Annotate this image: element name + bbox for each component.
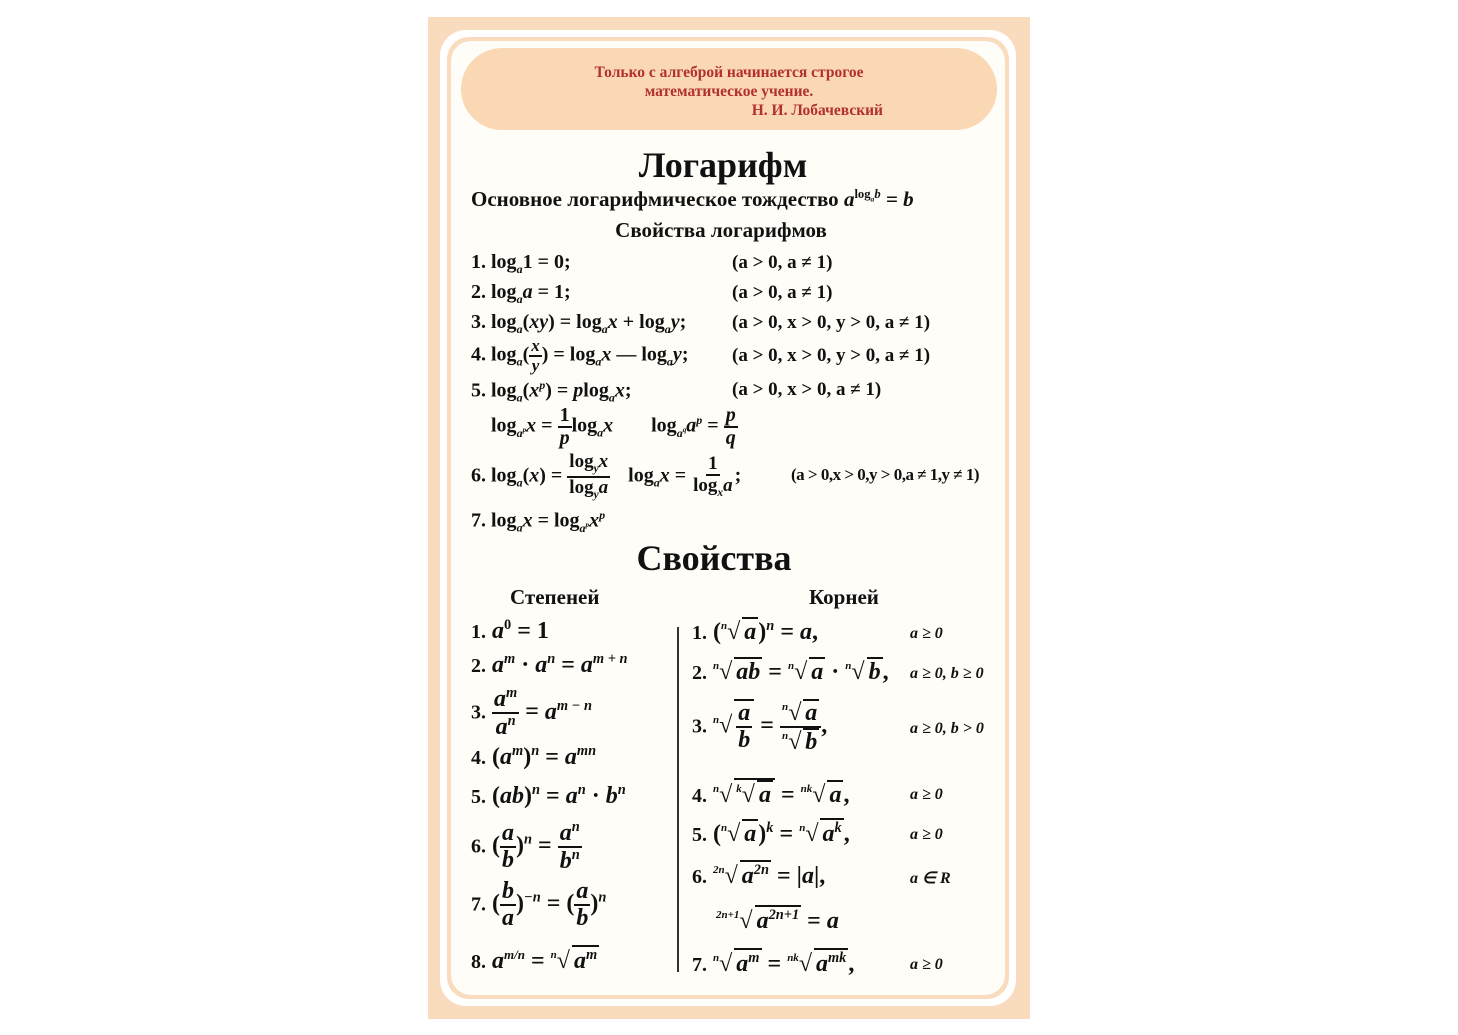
log-item-2-cond: (a > 0, a ≠ 1) <box>732 282 833 303</box>
root-item-6-cond: a ∈ R <box>910 870 951 887</box>
root-item-5-cond: a ≥ 0 <box>910 826 943 843</box>
log-item-5: 5. $\log_a(x^p) = plog_ax$; <box>471 378 632 405</box>
log-item-1: 1. $\log_a1 = 0$; <box>471 251 571 276</box>
root-item-6-extra: $^{2n+1}$√ $a^{2n+1} = a$ <box>716 907 839 934</box>
power-item-1: 1. $a^0 = 1$ <box>471 617 549 644</box>
log-item-4-cond: (a > 0, x > 0, y > 0, a ≠ 1) <box>732 345 931 366</box>
log-props-title: Свойства логарифмов <box>615 218 827 242</box>
root-item-1-cond: a ≥ 0 <box>910 625 943 642</box>
log-item-3: 3. $\log_a(xy) = \log_ax + \log_ay$; <box>471 311 687 336</box>
page-title: Логарифм <box>638 145 808 185</box>
power-item-2: 2. $a^m \cdot a^n = a^{m + n}$ <box>471 651 628 678</box>
root-item-3: 3. $^n$√ $\frac{a}{b}$ = $\frac{^n√ a}{^n√ b}$ , <box>692 700 828 756</box>
log-item-2: 2. $\log_aa = 1$; <box>471 281 571 306</box>
identity-label: Основное логарифмическое тождество <box>471 187 839 211</box>
power-item-3: 3. $\frac{a^m}{a^n}$ = $a^{m - n}$ <box>471 685 593 741</box>
root-item-2: 2. $^n$√ ab = $^n$√ a · $^n$√ b, <box>692 659 889 685</box>
power-item-7: 7. ( $\frac{b}{a}$ )$^{-n}$ = ( $\frac{a}{b}$ )$^n$ <box>471 878 607 932</box>
root-item-1: 1. ($^n$√ a)$^n$ = a, <box>692 618 818 645</box>
root-item-4: 4. $^n$√ $^k$√ a = $^{nk}$√ a, <box>692 778 849 809</box>
log-item-1-cond: (a > 0, a ≠ 1) <box>732 252 833 273</box>
quote-banner <box>461 48 997 130</box>
log-item-7: 7. $\log_ax = \log_{a^p}x^p$ <box>471 508 606 535</box>
identity-formula: $a^{log_ab} = b$ <box>843 187 914 211</box>
log-item-4: 4. $\log_a$( $\frac{x}{y}$ ) = $\log_ax$ — $\log_ay$; <box>471 336 689 375</box>
column-divider <box>677 627 679 972</box>
root-item-7-cond: a ≥ 0 <box>910 956 943 973</box>
powers-title: Степеней <box>510 585 600 609</box>
log-item-3-cond: (a > 0, x > 0, y > 0, a ≠ 1) <box>732 312 931 333</box>
log-item-6-cond: (a > 0,x > 0,y > 0,a ≠ 1,y ≠ 1) <box>791 465 980 484</box>
log-item-6: 6. $\log_a(x)$ = $\frac{\log_yx}{\log_ya}$ $\log_ax$ = $\frac{1}{\log_xa}$ ; <box>471 451 742 501</box>
power-item-4: 4. $(a^m)^n = a^{mn}$ <box>471 743 597 770</box>
log-item-5-cond: (a > 0, x > 0, a ≠ 1) <box>732 379 882 400</box>
root-item-7: 7. $^n$√ $a^m = ^{nk}√$ $a^{mk}$, <box>692 950 855 977</box>
roots-title: Корней <box>809 585 879 609</box>
quote-author: Н. И. Лобачевский <box>751 102 883 119</box>
root-item-2-cond: a ≥ 0, b ≥ 0 <box>910 665 984 682</box>
root-item-3-cond: a ≥ 0, b > 0 <box>910 720 984 737</box>
quote-line-2: математическое учение. <box>644 83 814 100</box>
root-item-4-cond: a ≥ 0 <box>910 786 943 803</box>
log-item-5-extra: $\log_{a^p}x$ = $\frac{1}{p}$ $\log_ax$ $\log_{a^q}a^p$ = $\frac{p}{q}$ <box>491 404 736 449</box>
root-item-5: 5. ($^n$√ a)$^k$ = $^n$√ $a^k$, <box>692 820 850 847</box>
power-item-6: 6. ( $\frac{a}{b}$ )$^n$ = $\frac{a^n}{b^n}$ <box>471 819 580 875</box>
props-title: Свойства <box>636 538 792 578</box>
root-item-6: 6. $^{2n}$√ $a^{2n} = |a|$, <box>692 862 826 889</box>
power-item-5: 5. $(ab)^n = a^n \cdot b^n$ <box>471 782 626 809</box>
quote-line-1: Только с алгеброй начинается строгое <box>594 64 864 81</box>
identity-line <box>471 187 914 212</box>
power-item-8: 8. $a^{m/n} = ^n√$ $a^m$ <box>471 947 598 974</box>
